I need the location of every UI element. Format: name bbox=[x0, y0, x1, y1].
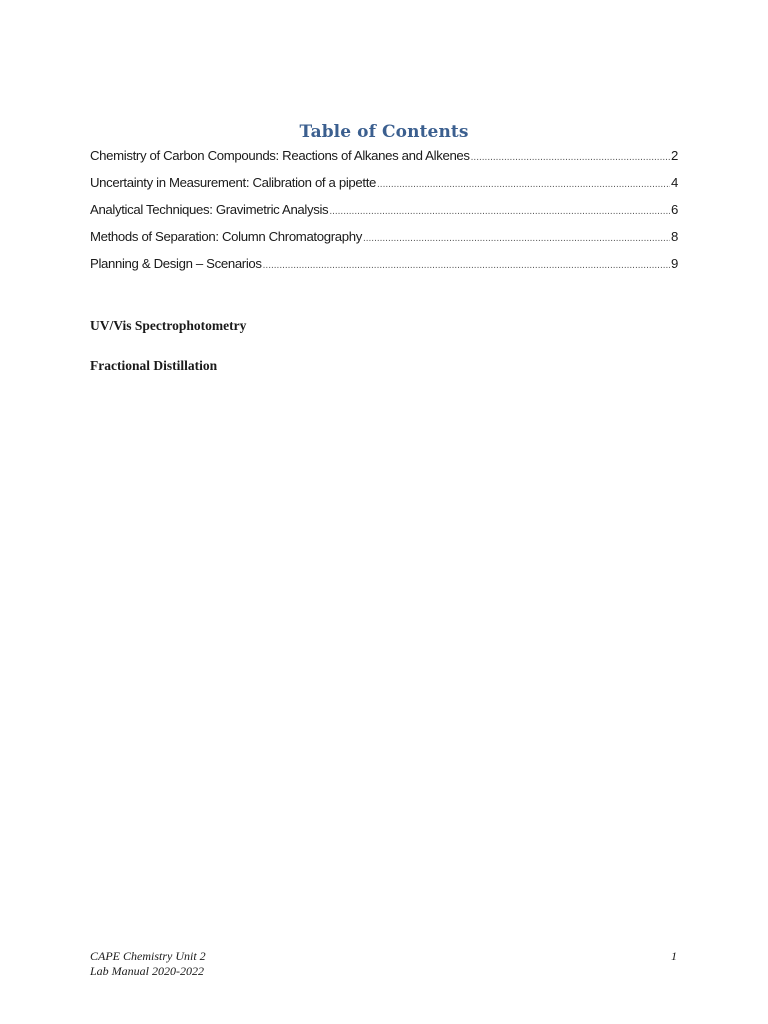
toc-entry-gravimetric[interactable] bbox=[90, 202, 678, 229]
footer-page-number: 1 bbox=[671, 949, 677, 963]
toc-entry-text: Methods of Separation: Column Chromatography bbox=[90, 229, 362, 244]
toc-dot-leader bbox=[263, 260, 670, 271]
footer-manual-title: Lab Manual 2020-2022 bbox=[90, 964, 204, 978]
toc-dot-leader bbox=[363, 233, 670, 244]
toc-entry-chromatography[interactable] bbox=[90, 229, 678, 256]
toc-entry-text: Analytical Techniques: Gravimetric Analysis bbox=[90, 202, 329, 217]
toc-entry-uncertainty[interactable] bbox=[90, 175, 678, 202]
section-heading-fractional-distillation: Fractional Distillation bbox=[90, 358, 218, 373]
toc-list bbox=[90, 148, 678, 283]
footer-course-title: CAPE Chemistry Unit 2 bbox=[90, 949, 206, 963]
toc-entry-page: 8 bbox=[671, 229, 678, 244]
toc-entry-text: Uncertainty in Measurement: Calibration of a pipette bbox=[90, 175, 377, 190]
toc-entry-page: 4 bbox=[671, 175, 678, 190]
footer-left bbox=[90, 949, 206, 979]
toc-entry-page: 9 bbox=[671, 256, 678, 271]
toc-entry-page: 2 bbox=[671, 148, 678, 163]
section-heading-uv-vis: UV/Vis Spectrophotometry bbox=[90, 318, 247, 333]
toc-entry-planning-design[interactable] bbox=[90, 256, 678, 283]
toc-entry-carbon-compounds[interactable] bbox=[90, 148, 678, 175]
toc-entry-text: Planning & Design – Scenarios bbox=[90, 256, 262, 271]
toc-dot-leader bbox=[377, 179, 670, 190]
toc-dot-leader bbox=[471, 152, 670, 163]
toc-title: Table of Contents bbox=[299, 122, 469, 142]
toc-entry-page: 6 bbox=[671, 202, 678, 217]
toc-entry-text: Chemistry of Carbon Compounds: Reactions of Alkanes and Alkenes bbox=[90, 148, 470, 163]
toc-dot-leader bbox=[329, 206, 670, 217]
